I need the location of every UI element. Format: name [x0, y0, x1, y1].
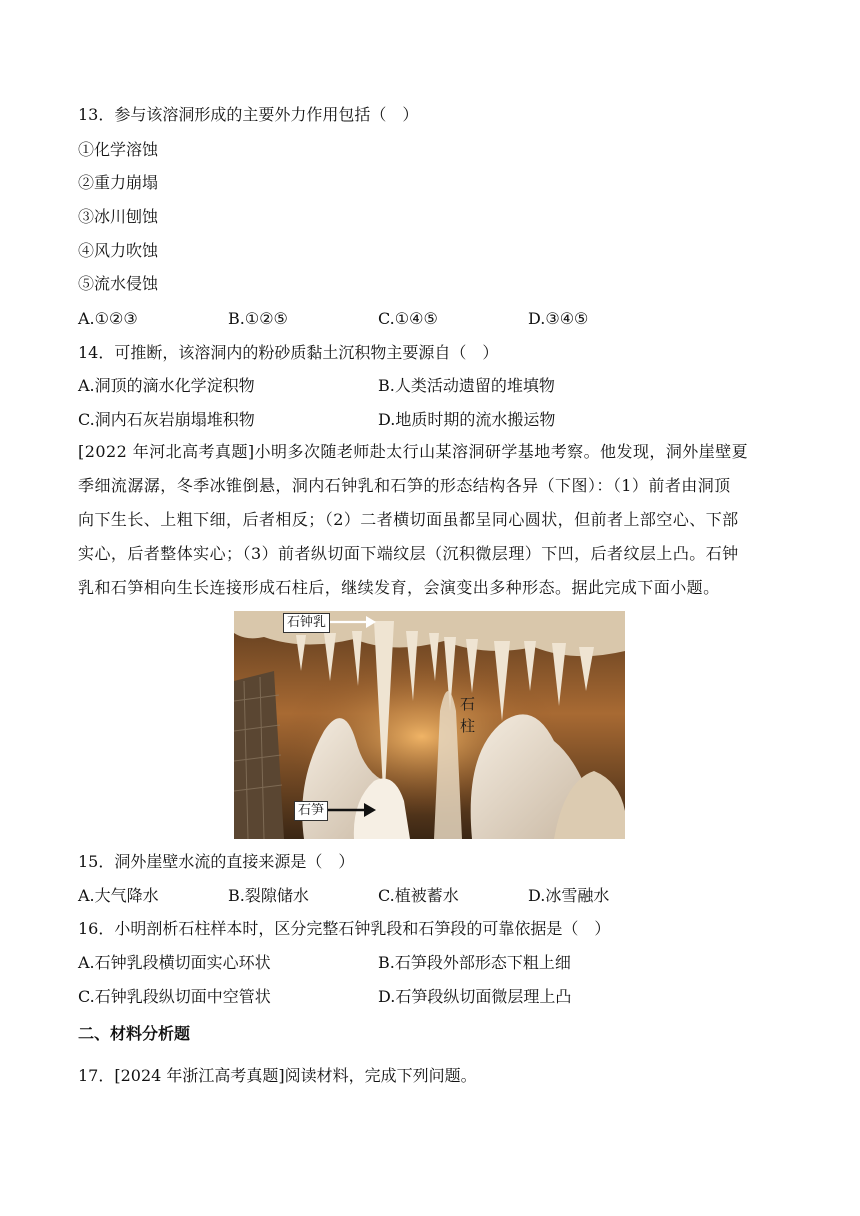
- label-column: 石柱: [460, 695, 476, 735]
- q13-stem: 13．参与该溶洞形成的主要外力作用包括（ ）: [78, 105, 419, 124]
- q16-option-a: A.石钟乳段横切面实心环状: [78, 953, 271, 972]
- q13-option-d: D.③④⑤: [528, 309, 589, 328]
- q15-option-c: C.植被蓄水: [378, 886, 459, 905]
- passage-line-2: 季细流潺潺，冬季冰锥倒悬，洞内石钟乳和石笋的形态结构各异（下图）：（1）前者由洞顶: [78, 476, 731, 495]
- q13-item-4: ④风力吹蚀: [78, 241, 159, 260]
- q13-item-1: ①化学溶蚀: [78, 140, 159, 159]
- label-stalactite: 石钟乳: [283, 613, 330, 633]
- q16-stem: 16．小明剖析石柱样本时，区分完整石钟乳段和石笋段的可靠依据是（ ）: [78, 919, 611, 938]
- q16-option-c: C.石钟乳段纵切面中空管状: [78, 987, 271, 1006]
- q16-option-d: D.石笋段纵切面微层理上凸: [378, 987, 572, 1006]
- cave-photo: [234, 611, 625, 839]
- q13-item-2: ②重力崩塌: [78, 173, 159, 192]
- q13-option-b: B.①②⑤: [228, 309, 288, 328]
- q13-item-3: ③冰川刨蚀: [78, 207, 159, 226]
- passage-line-5: 乳和石笋相向生长连接形成石柱后，继续发育，会演变出多种形态。据此完成下面小题。: [78, 578, 720, 597]
- q15-option-a: A.大气降水: [78, 886, 159, 905]
- section-heading: 二、材料分析题: [78, 1024, 191, 1043]
- q14-option-d: D.地质时期的流水搬运物: [378, 410, 556, 429]
- q15-option-b: B.裂隙储水: [228, 886, 309, 905]
- passage-line-4: 实心，后者整体实心；（3）前者纵切面下端纹层（沉积微层理）下凹，后者纹层上凸。石钟: [78, 544, 739, 563]
- q16-option-b: B.石笋段外部形态下粗上细: [378, 953, 571, 972]
- q14-stem: 14．可推断，该溶洞内的粉砂质黏土沉积物主要源自（ ）: [78, 343, 499, 362]
- q13-option-c: C.①④⑤: [378, 309, 438, 328]
- passage-line-3: 向下生长、上粗下细，后者相反；（2）二者横切面虽都呈同心圆状，但前者上部空心、下部: [78, 510, 739, 529]
- cave-photo-illustration: [234, 611, 625, 839]
- q13-item-5: ⑤流水侵蚀: [78, 274, 159, 293]
- q15-option-d: D.冰雪融水: [528, 886, 610, 905]
- q17-stem: 17．[2024 年浙江高考真题]阅读材料，完成下列问题。: [78, 1066, 477, 1085]
- label-stalagmite: 石笋: [294, 801, 328, 821]
- passage-line-1: [2022 年河北高考真题]小明多次随老师赴太行山某溶洞研学基地考察。他发现，洞外崖壁夏: [78, 442, 749, 461]
- q13-option-a: A.①②③: [78, 309, 138, 328]
- q14-option-b: B.人类活动遗留的堆填物: [378, 376, 555, 395]
- q15-stem: 15．洞外崖壁水流的直接来源是（ ）: [78, 852, 355, 871]
- q14-option-a: A.洞顶的滴水化学淀积物: [78, 376, 255, 395]
- q14-option-c: C.洞内石灰岩崩塌堆积物: [78, 410, 255, 429]
